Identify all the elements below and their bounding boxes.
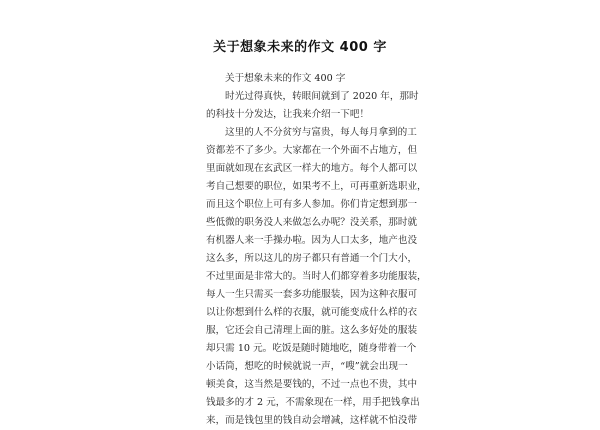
text-line: 小话筒，想吃的时候就说一声，“嗖”就会出现一 bbox=[206, 361, 408, 372]
text-line: 些低微的职务没人来做怎么办呢？没关系，那时就 bbox=[206, 217, 418, 228]
text-line: 这么多，所以这儿的房子都只有普通一个门大小， bbox=[206, 253, 418, 264]
text-line: 里面就如现在玄武区一样大的地方。每个人都可以 bbox=[206, 163, 418, 174]
text-line: 却只需 10 元。吃饭是随时随地吃，随身带着一个 bbox=[206, 343, 417, 354]
text-line: 而且这个职位上可有多人参加。你们肯定想到那一 bbox=[206, 199, 418, 210]
text-line: 资都差不了多少。大家都在一个外面不占地方，但 bbox=[206, 145, 418, 156]
text-line: 的科技十分发达，让我来介绍一下吧！ bbox=[206, 109, 370, 120]
text-line: 钱最多的才 2 元，不需象现在一样，用手把钱拿出 bbox=[206, 397, 420, 408]
text-line: 这里的人不分贫穷与富贵，每人每月拿到的工 bbox=[225, 127, 417, 138]
text-line: 以让你想到什么样的衣服，就可能变成什么样的衣 bbox=[206, 307, 418, 318]
text-line: 有机器人来一手操办啦。因为人口太多，地产也没 bbox=[206, 235, 418, 246]
document-title: 关于想象未来的作文 400 字 bbox=[213, 40, 387, 55]
text-line: 时光过得真快，转眼间就到了 2020 年，那时 bbox=[225, 91, 419, 102]
text-line: 每人一生只需买一套多功能服装，因为这种衣服可 bbox=[206, 289, 418, 300]
text-line: 不过里面是非常大的。当时人们都穿着多功能服装， bbox=[206, 271, 427, 282]
text-line: 顿美食，这当然是要钱的，不过一点也不贵，其中 bbox=[206, 379, 418, 390]
document-body bbox=[206, 70, 427, 430]
text-line: 关于想象未来的作文 400 字 bbox=[225, 73, 346, 84]
text-line: 来，而是钱包里的钱自动会增减，这样就不怕没带 bbox=[206, 415, 418, 426]
text-line: 服，它还会自己清理上面的脏。这么多好处的服装 bbox=[206, 325, 418, 336]
text-line: 考自己想要的职位，如果考不上，可再重新选职业， bbox=[206, 181, 427, 192]
